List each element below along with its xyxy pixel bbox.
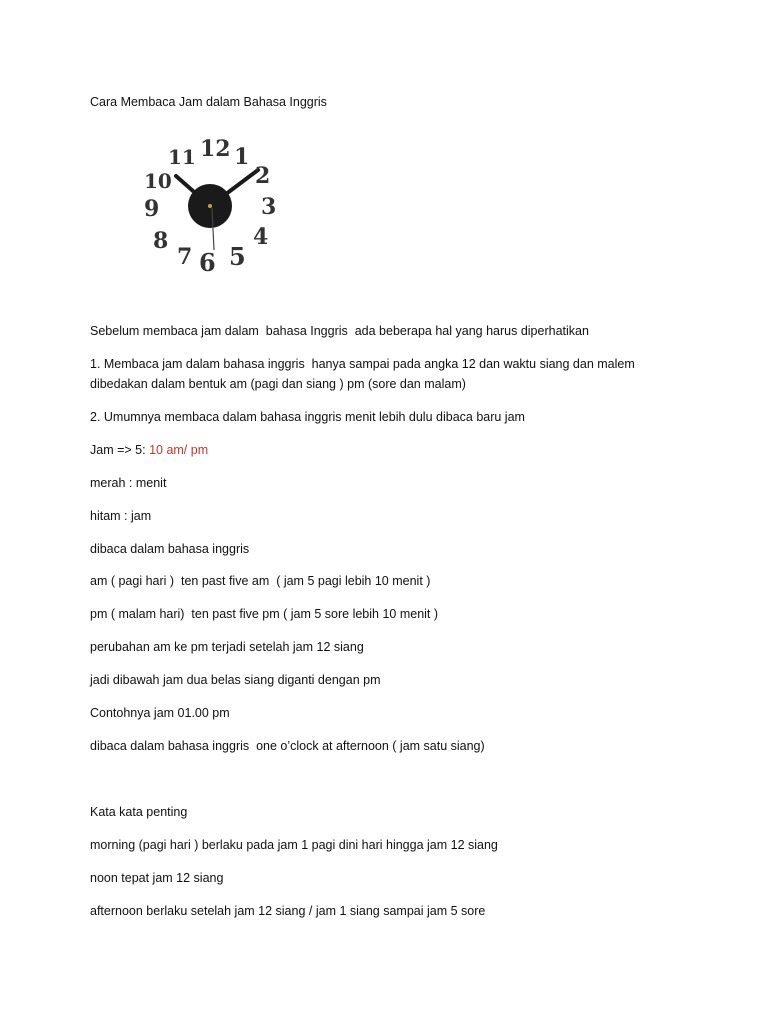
wall-clock-image (128, 128, 300, 288)
clock-number-1: 1 (234, 144, 250, 170)
clock-number-6: 6 (199, 248, 216, 277)
clock-number-5: 5 (229, 242, 246, 271)
dibaca-2-line: dibaca dalam bahasa inggris one o’clock at afternoon ( jam satu siang) (90, 739, 485, 753)
morning-line: morning (pagi hari ) berlaku pada jam 1 pagi dini hari hingga jam 12 siang (90, 838, 498, 852)
clock-number-8: 8 (153, 228, 169, 254)
pm-line: pm ( malam hari) ten past five pm ( jam 5 sore lebih 10 menit ) (90, 607, 439, 621)
clock-number-4: 4 (253, 224, 269, 250)
clock-illustration (128, 128, 300, 288)
contoh-line: Contohnya jam 01.00 pm (90, 706, 230, 720)
clock-number-7: 7 (177, 244, 193, 270)
clock-center-pin (208, 204, 212, 208)
clock-number-12: 12 (200, 136, 231, 162)
hitam-line: hitam : jam (90, 509, 152, 523)
jam-example (90, 441, 208, 459)
jadi-line: jadi dibawah jam dua belas siang diganti dengan pm (90, 673, 381, 687)
perubahan-line: perubahan am ke pm terjadi setelah jam 12 siang (90, 640, 364, 654)
kata-heading: Kata kata penting (90, 805, 188, 819)
merah-line: merah : menit (90, 476, 167, 490)
dibaca-line: dibaca dalam bahasa inggris (90, 542, 250, 556)
jam-example-red: 10 am/ pm (149, 443, 209, 457)
clock-number-9: 9 (144, 196, 160, 222)
noon-line: noon tepat jam 12 siang (90, 871, 224, 885)
intro-text: Sebelum membaca jam dalam bahasa Inggris ada beberapa hal yang harus diperhatikan (90, 324, 589, 338)
am-line: am ( pagi hari ) ten past five am ( jam 5 pagi lebih 10 menit ) (90, 574, 431, 588)
document-title: Cara Membaca Jam dalam Bahasa Inggris (90, 95, 327, 109)
clock-number-11: 11 (168, 145, 196, 169)
clock-number-2: 2 (255, 163, 271, 189)
afternoon-line: afternoon berlaku setelah jam 12 siang / jam 1 siang sampai jam 5 sore (90, 904, 486, 918)
jam-example-prefix: Jam => 5: (90, 443, 150, 457)
point-1-line-1: 1. Membaca jam dalam bahasa inggris hanya sampai pada angka 12 dan waktu siang dan malem (90, 357, 635, 371)
point-2: 2. Umumnya membaca dalam bahasa inggris menit lebih dulu dibaca baru jam (90, 410, 525, 424)
clock-number-10: 10 (144, 169, 172, 193)
point-1-line-2: dibedakan dalam bentuk am (pagi dan siang ) pm (sore dan malam) (90, 377, 466, 391)
clock-number-3: 3 (261, 194, 277, 220)
